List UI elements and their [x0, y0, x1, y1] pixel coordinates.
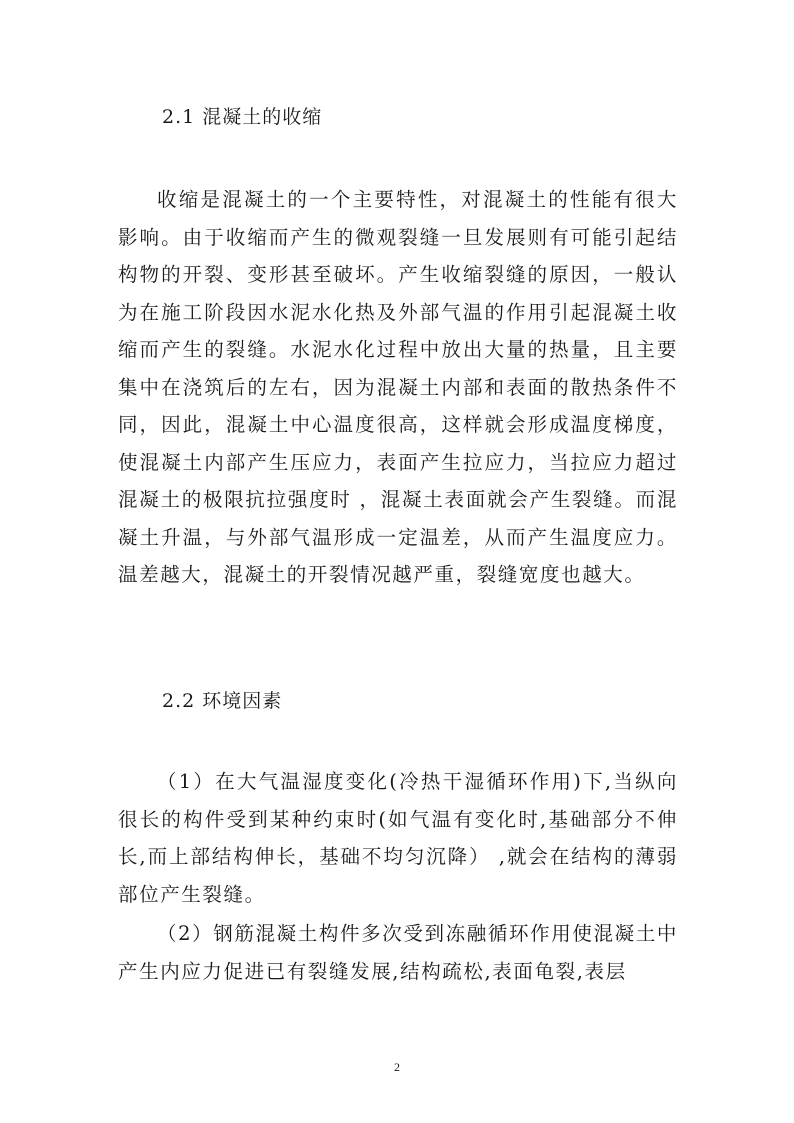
page-number: 2	[394, 1060, 400, 1074]
section-heading-2-1: 2.1 混凝土的收缩	[162, 106, 323, 128]
paragraph-environment-2: （2）钢筋混凝土构件多次受到冻融循环作用使混凝土中产生内应力促进已有裂缝发展,结构疏松,表面龟裂,表层	[118, 922, 678, 983]
paragraph-environment-1: （1）在大气温湿度变化(冷热干湿循环作用)下,当纵向很长的构件受到某种约束时(如气温有变化时,基础部分不伸长,而上部结构伸长，基础不均匀沉降） ,就会在结构的薄弱部位产生裂缝。	[118, 770, 678, 906]
paragraph-shrinkage: 收缩是混凝土的一个主要特性，对混凝土的性能有很大影响。由于收缩而产生的微观裂缝一旦发展则有可能引起结构物的开裂、变形甚至破坏。产生收缩裂缝的原因，一般认为在施工阶段因水泥水化热及外部气温的作用引起混凝土收缩而产生的裂缝。水泥水化过程中放出大量的热量，且主要集中在浇筑后的左右，因为混凝土内部和表面的散热条件不同，因此，混凝土中心温度很高，这样就会形成温度梯度，使混凝土内部产生压应力，表面产生拉应力，当拉应力超过混凝土的极限抗拉强度时 ，混凝土表面就会产生裂缝。而混凝土升温，与外部气温形成一定温差，从而产生温度应力。温差越大，混凝土的开裂情况越严重，裂缝宽度也越大。	[118, 188, 678, 586]
section-heading-2-2: 2.2 环境因素	[162, 690, 283, 712]
